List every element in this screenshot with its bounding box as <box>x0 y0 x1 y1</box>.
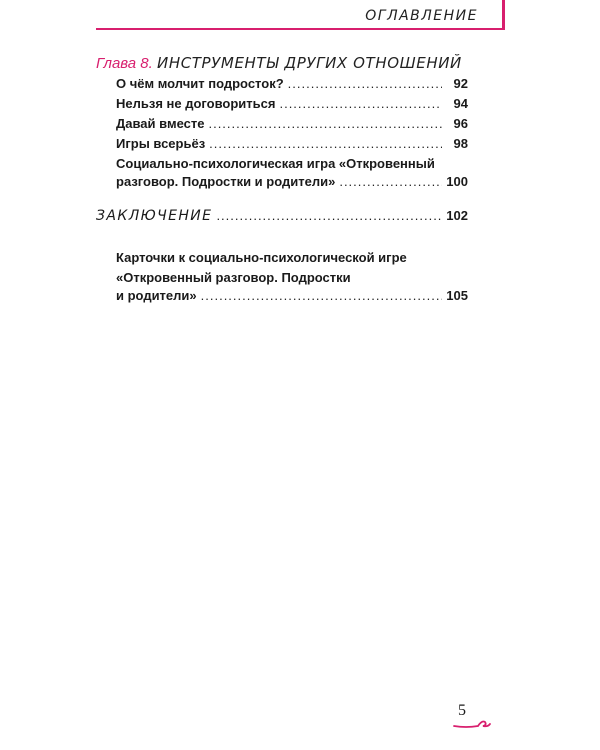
toc-entry-conclusion[interactable] <box>96 208 468 228</box>
toc-entry-page: 92 <box>453 76 468 91</box>
page-ornament-icon <box>452 716 492 730</box>
leader-dots <box>288 76 442 91</box>
leader-dots <box>279 96 442 111</box>
toc-entry[interactable] <box>116 76 468 94</box>
leader-dots <box>208 116 442 131</box>
header-rule <box>96 28 504 30</box>
toc-entry-title: Нельзя не договориться <box>116 96 276 111</box>
leader-dots <box>209 136 442 151</box>
toc-entry-title: Игры всерьёз <box>116 136 206 151</box>
toc-entry-title: О чём молчит подросток? <box>116 76 284 91</box>
toc-entry-page: 98 <box>453 136 468 151</box>
toc-entry-title-line1: Социально-психологическая игра «Откровенный <box>116 156 435 171</box>
toc-entry-page: 100 <box>446 174 468 189</box>
toc-entry-appendix[interactable] <box>116 288 468 306</box>
toc-entry-title: Давай вместе <box>116 116 205 131</box>
leader-dots <box>201 288 442 303</box>
toc-entry[interactable] <box>116 116 468 134</box>
chapter-heading <box>96 54 462 72</box>
appendix-line3: и родители» <box>116 288 197 303</box>
leader-dots <box>339 174 442 189</box>
appendix-page: 105 <box>446 288 468 303</box>
toc-entry-title-line2: разговор. Подростки и родители» <box>116 174 336 189</box>
toc-entry-page: 94 <box>453 96 468 111</box>
toc-entry[interactable] <box>116 136 468 154</box>
appendix-line1: Карточки к социально-психологической игре <box>116 250 407 265</box>
toc-entry[interactable] <box>116 174 468 192</box>
chapter-label: Глава 8. <box>96 55 153 72</box>
page-number: 5 <box>458 702 466 719</box>
conclusion-page: 102 <box>446 208 468 223</box>
running-header: ОГЛАВЛЕНИЕ <box>365 8 478 24</box>
toc-entry-page: 96 <box>453 116 468 131</box>
toc-entry[interactable] <box>116 96 468 114</box>
chapter-title: ИНСТРУМЕНТЫ ДРУГИХ ОТНОШЕНИЙ <box>157 54 462 72</box>
appendix-line2: «Откровенный разговор. Подростки <box>116 270 351 285</box>
header-accent-bar <box>502 0 505 30</box>
leader-dots <box>216 208 442 223</box>
conclusion-title: ЗАКЛЮЧЕНИЕ <box>96 208 213 224</box>
